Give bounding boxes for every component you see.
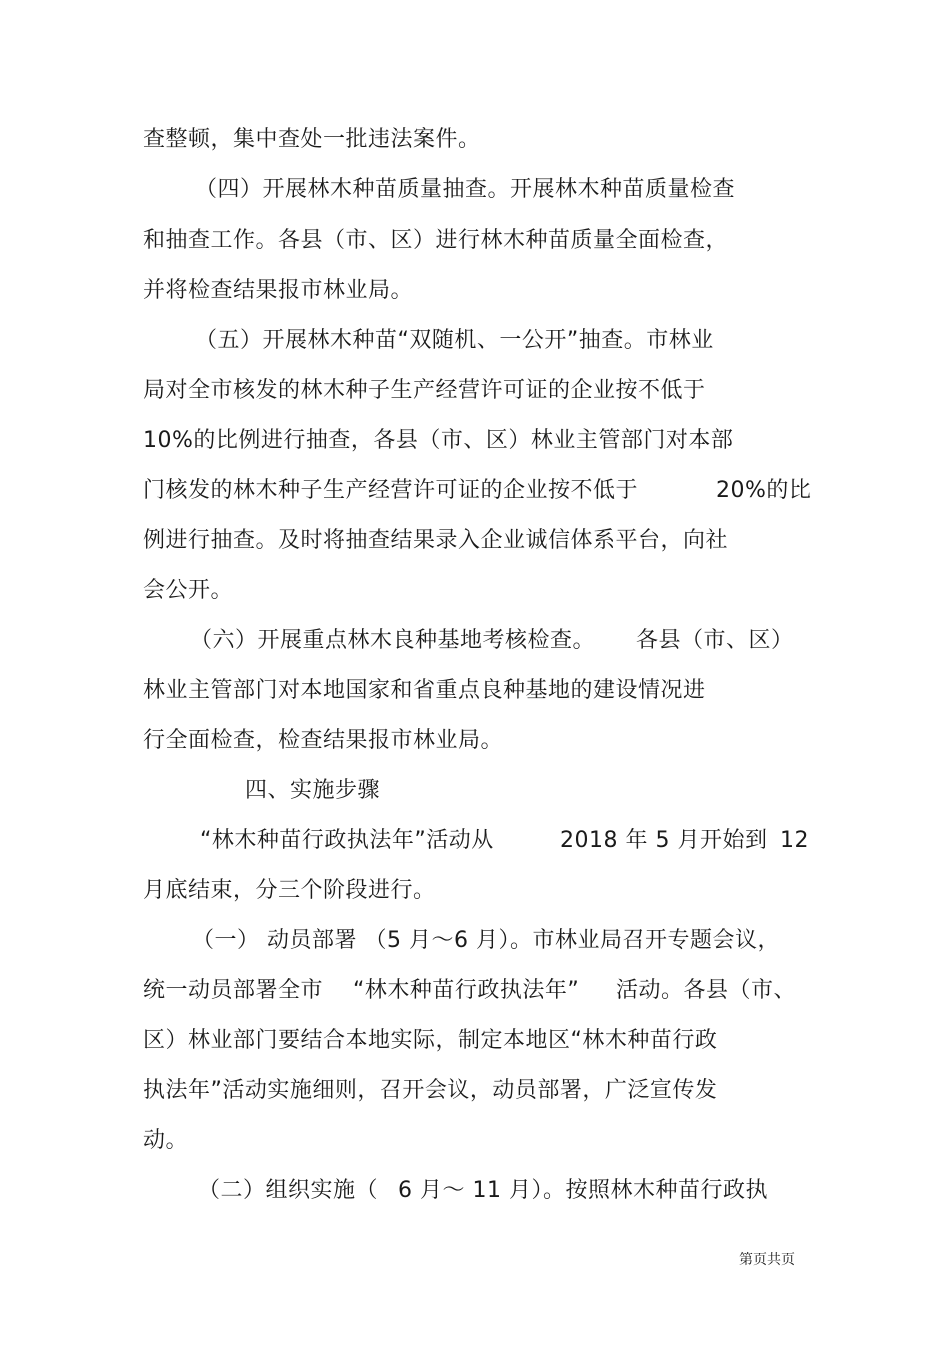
- paragraph-line: 2018 年 5 月开始到: [560, 828, 768, 853]
- paragraph-line: （六）开展重点林木良种基地考核检查。: [190, 628, 596, 653]
- paragraph-line: 例进行抽查。及时将抽查结果录入企业诚信体系平台，向社: [143, 528, 729, 553]
- page-footer: 第页共页: [739, 1252, 795, 1268]
- paragraph-line: 20%的比: [716, 478, 812, 503]
- paragraph-line: 门核发的林木种子生产经营许可证的企业按不低于: [143, 478, 639, 503]
- section-heading: 四、实施步骤: [245, 778, 381, 803]
- paragraph-line: 10%的比例进行抽查，各县（市、区）林业主管部门对本部: [143, 428, 734, 453]
- paragraph-line: 动。: [143, 1128, 189, 1153]
- paragraph-line: “林木种苗行政执法年”: [353, 978, 580, 1003]
- paragraph-line: 会公开。: [143, 578, 234, 603]
- paragraph-line: （一） 动员部署 （5 月～6 月）。市林业局召开专题会议，: [192, 928, 780, 953]
- paragraph-line: 林业主管部门对本地国家和省重点良种基地的建设情况进: [143, 678, 706, 703]
- paragraph-line: 局对全市核发的林木种子生产经营许可证的企业按不低于: [143, 378, 706, 403]
- paragraph-line: 行全面检查，检查结果报市林业局。: [143, 728, 504, 753]
- paragraph-line: 6 月～ 11 月）。按照林木种苗行政执: [398, 1178, 768, 1203]
- paragraph-line: 12: [780, 828, 809, 853]
- paragraph-line: （五）开展林木种苗“双随机、一公开”抽查。市林业: [195, 328, 714, 353]
- paragraph-line: 月底结束，分三个阶段进行。: [143, 878, 436, 903]
- paragraph-line: “林木种苗行政执法年”活动从: [200, 828, 494, 853]
- paragraph-line: （四）开展林木种苗质量抽查。开展林木种苗质量检查: [195, 177, 736, 202]
- paragraph-line: 并将检查结果报市林业局。: [143, 278, 414, 303]
- paragraph-line: 执法年”活动实施细则，召开会议，动员部署，广泛宣传发: [143, 1078, 718, 1103]
- paragraph-line: 查整顿，集中查处一批违法案件。: [143, 127, 481, 152]
- paragraph-line: 区）林业部门要结合本地实际，制定本地区“林木种苗行政: [143, 1028, 718, 1053]
- paragraph-line: （二）组织实施（: [198, 1178, 379, 1203]
- paragraph-line: 各县（市、区）: [636, 628, 794, 653]
- paragraph-line: 统一动员部署全市: [143, 978, 324, 1003]
- paragraph-line: 活动。各县（市、: [616, 978, 797, 1003]
- paragraph-line: 和抽查工作。各县（市、区）进行林木种苗质量全面检查，: [143, 228, 729, 253]
